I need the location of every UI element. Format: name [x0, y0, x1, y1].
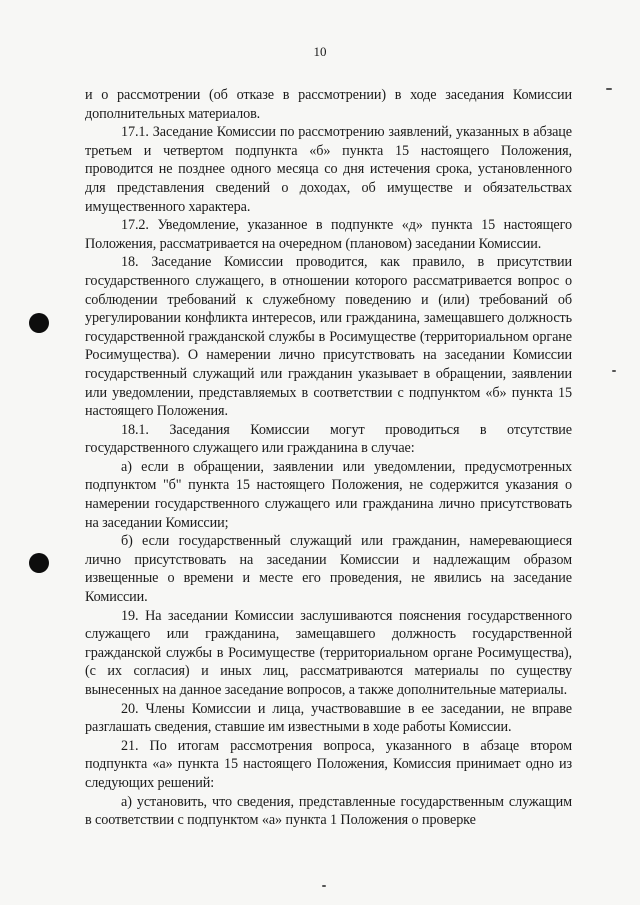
- scan-mark: [612, 370, 616, 372]
- paragraph-18-1-b: б) если государственный служащий или гражданин, намеревающиеся лично присутствовать на заседании Комиссии и надлежащим образом извещенные о времени и месте его проведения, не явились на заседание Комиссии.: [85, 533, 572, 606]
- punch-hole-top: [29, 313, 49, 333]
- paragraph-continuation: и о рассмотрении (об отказе в рассмотрении) в ходе заседания Комиссии дополнительных материалов.: [85, 87, 572, 122]
- paragraph-20: 20. Члены Комиссии и лица, участвовавшие в ее заседании, не вправе разглашать сведения, ставшие им известными в ходе работы Комиссии.: [85, 700, 572, 736]
- scan-mark: [322, 885, 326, 887]
- page-number: 10: [313, 44, 327, 59]
- punch-hole-bottom: [29, 553, 49, 573]
- paragraph-21: 21. По итогам рассмотрения вопроса, указанного в абзаце втором подпункта «а» пункта 15 настоящего Положения, Комиссия принимает одно из следующих решений:: [85, 737, 572, 791]
- paragraph-19: 19. На заседании Комиссии заслушиваются пояснения государственного служащего или гражданина, замещавшего должность государственной гражданской службы в Росимуществе (территориальном органе Росимущества), (с их согласия) и иных лиц, рассматриваются материалы по существу вынесенных на данное заседание вопросов, а также дополнительные материалы.: [85, 607, 572, 698]
- paragraph-18-1: 18.1. Заседания Комиссии могут проводиться в отсутствие государственного служащего или гражданина в случае:: [85, 421, 572, 457]
- scan-mark: [606, 88, 612, 90]
- paragraph-18-1-a: а) если в обращении, заявлении или уведомлении, предусмотренных подпунктом "б" пункта 15 настоящего Положения, не содержится указания о намерении государственного служащего или гражданина лично присутствовать на заседании Комиссии;: [85, 458, 572, 531]
- paragraph-17-1: 17.1. Заседание Комиссии по рассмотрению заявлений, указанных в абзаце третьем и четвертом подпункта «б» пункта 15 настоящего Положения, проводится не позднее одного месяца со дня истечения срока, установленного для представления сведений о доходах, об имуществе и обязательствах имущественного характера.: [85, 124, 572, 215]
- paragraph-18: 18. Заседание Комиссии проводится, как правило, в присутствии государственного служащего, в отношении которого рассматривается вопрос о соблюдении требований к служебному поведению и (или) требований об урегулировании конфликта интересов, или гражданина, замещавшего должность государственной гражданской службы в Росимуществе (территориальном органе Росимущества). О намерении лично присутствовать на заседании Комиссии государственный служащий или гражданин указывает в обращении, заявлении или уведомлении, представляемых в соответствии с подпунктом «б» пункта 15 настоящего Положения.: [85, 254, 572, 420]
- paragraph-17-2: 17.2. Уведомление, указанное в подпункте «д» пункта 15 настоящего Положения, рассматривается на очередном (плановом) заседании Комиссии.: [85, 217, 572, 252]
- document-body: [85, 86, 572, 830]
- paragraph-21-a: а) установить, что сведения, представленные государственным служащим в соответствии с подпунктом «а» пункта 1 Положения о проверке: [85, 793, 572, 829]
